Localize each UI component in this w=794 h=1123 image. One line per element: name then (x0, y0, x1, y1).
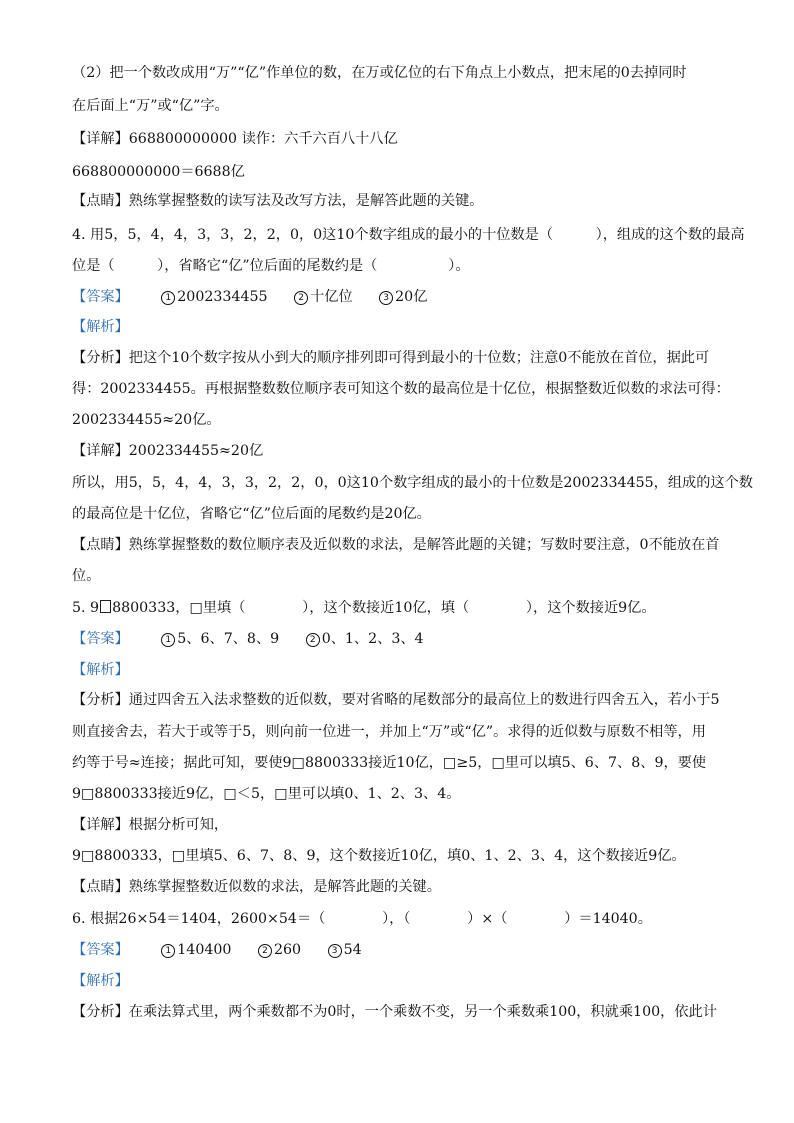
analysis-heading: 【解析】 (72, 662, 129, 678)
text-line: 约等于号≈连接；据此可知，要使9□8800333接近10亿，□≥5，□里可以填5、6、7、8、9，要使 (72, 755, 707, 771)
detail-tag: 【详解】 (72, 443, 129, 459)
blank-box (100, 600, 111, 613)
circled-number: 1 (161, 633, 175, 647)
text-line: 9□8800333，□里填5、6、7、8、9，这个数接近10亿，填0、1、2、3、4，这个数接近9亿。 (72, 848, 686, 864)
detail-tag: 【详解】 (72, 131, 129, 147)
answer-item: 5、6、7、8、9 (177, 631, 280, 647)
hint-tag: 【点睛】 (72, 879, 129, 895)
answer-tag: 【答案】 (72, 631, 129, 647)
question-4-line-2: 位是（ ），省略它“亿”位后面的尾数约是（ ）。 (72, 258, 470, 274)
text-line: 668800000000＝6688亿 (72, 164, 245, 180)
hint-line (72, 535, 734, 555)
answer-item: 十亿位 (310, 289, 353, 305)
analysis-heading: 【解析】 (72, 319, 129, 335)
analysis-text: 把这个10个数字按从小到大的顺序排列即可得到最小的十位数；注意0不能放在首位，据此可 (128, 350, 710, 366)
analysis-tag: 【分析】 (72, 1004, 129, 1020)
detail-text: 根据分析可知， (128, 817, 229, 833)
text-line: 所以，用5，5，4，4，3，3，2，2，0，0这10个数字组成的最小的十位数是2002334455，组成的这个数 (72, 475, 753, 491)
analysis-text: 通过四舍五入法求整数的近似数，要对省略的尾数部分的最高位上的数进行四舍五入，若小于5 (128, 692, 720, 708)
answer-line (72, 287, 734, 307)
analysis-line (72, 348, 734, 368)
analysis-heading: 【解析】 (72, 973, 129, 989)
circled-number: 3 (379, 291, 393, 305)
answer-item: 260 (273, 942, 302, 958)
detail-text: 668800000000 读作：六千六百八十八亿 (128, 131, 398, 147)
analysis-tag: 【分析】 (72, 692, 129, 708)
text-line: （2）把一个数改成用“万”“亿”作单位的数，在万或亿位的右下角点上小数点，把末尾的0去掉同时 (72, 65, 687, 81)
detail-tag: 【详解】 (72, 817, 129, 833)
answer-item: 0、1、2、3、4 (321, 631, 424, 647)
detail-line (72, 815, 734, 835)
hint-tag: 【点睛】 (72, 193, 129, 209)
circled-number: 2 (258, 944, 272, 958)
hint-tag: 【点睛】 (72, 537, 129, 553)
question-5-line (72, 598, 734, 618)
text-line: 得：2002334455。再根据整数数位顺序表可知这个数的最高位是十亿位，根据整数近似数的求法可得： (72, 381, 730, 397)
text-line: 9□8800333接近9亿，□＜5，□里可以填0、1、2、3、4。 (72, 786, 461, 802)
analysis-text: 在乘法算式里，两个乘数都不为0时，一个乘数不变，另一个乘数乘100，积就乘100，依此计 (128, 1004, 717, 1020)
answer-item: 140400 (177, 942, 232, 958)
circled-number: 1 (161, 291, 175, 305)
hint-text: 熟练掌握整数的数位顺序表及近似数的求法，是解答此题的关键；写数时要注意，0不能放在首 (128, 537, 720, 553)
question-4-line-1: 4. 用5，5，4，4，3，3，2，2，0，0这10个数字组成的最小的十位数是（ ），组成的这个数的最高 (72, 227, 745, 243)
text-line: 的最高位是十亿位，省略它“亿”位后面的尾数约是20亿。 (72, 506, 431, 522)
question-6-line: 6. 根据26×54＝1404，2600×54＝（ ），（ ）×（ ）＝14040。 (72, 911, 652, 927)
hint-text: 熟练掌握整数近似数的求法，是解答此题的关键。 (128, 879, 441, 895)
detail-line (72, 441, 734, 461)
analysis-tag: 【分析】 (72, 350, 129, 366)
answer-item: 54 (343, 942, 362, 958)
circled-number: 2 (294, 291, 308, 305)
detail-line (72, 129, 734, 149)
circled-number: 2 (306, 633, 320, 647)
text-line: 2002334455≈20亿。 (72, 412, 221, 428)
text-line: 在后面上“万”或“亿”字。 (72, 98, 229, 114)
detail-text: 2002334455≈20亿 (128, 443, 264, 459)
circled-number: 3 (328, 944, 342, 958)
analysis-line (72, 1002, 734, 1022)
answer-item: 20亿 (395, 289, 428, 305)
answer-line (72, 940, 734, 960)
answer-tag: 【答案】 (72, 942, 129, 958)
circled-number: 1 (161, 944, 175, 958)
answer-line (72, 629, 734, 649)
answer-tag: 【答案】 (72, 289, 129, 305)
question-5-text: 8800333，□里填（ ），这个数接近10亿，填（ ），这个数接近9亿。 (112, 600, 656, 616)
hint-line (72, 877, 734, 897)
text-line: 位。 (72, 568, 101, 584)
hint-line (72, 191, 734, 211)
hint-text: 熟练掌握整数的读写法及改写方法，是解答此题的关键。 (128, 193, 484, 209)
text-line: 则直接舍去，若大于或等于5，则向前一位进一，并加上“万”或“亿”。求得的近似数与原数不相等，用 (72, 724, 706, 740)
analysis-line (72, 690, 734, 710)
answer-item: 2002334455 (177, 289, 268, 305)
question-5-prefix: 5. 9 (72, 600, 100, 616)
